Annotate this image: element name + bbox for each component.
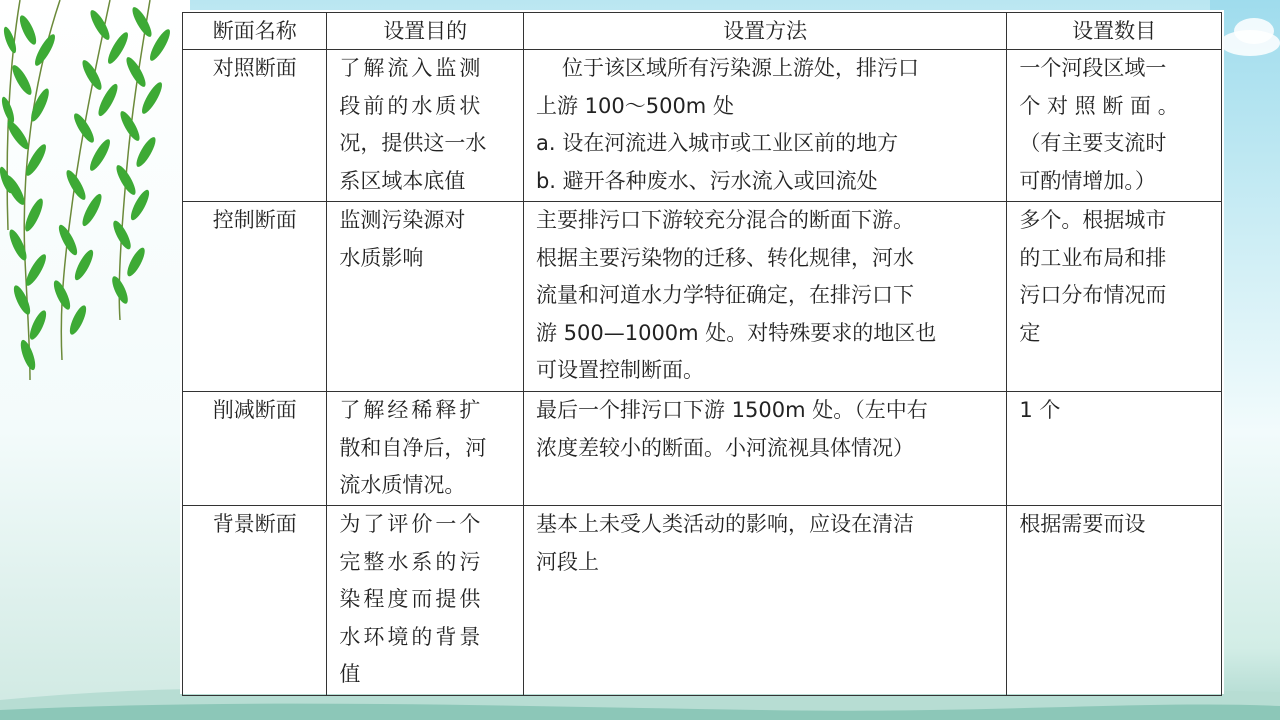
table-row xyxy=(183,50,1222,202)
purpose-line: 水环境的背景 xyxy=(339,624,484,649)
purpose-line: 况，提供这一水 xyxy=(339,131,487,155)
method-line: 根据主要污染物的迁移、转化规律，河水 xyxy=(535,245,914,270)
table-row xyxy=(183,202,1222,392)
method-line: 基本上未受人类活动的影响，应设在清洁 xyxy=(535,512,914,536)
count-cell xyxy=(1007,506,1222,696)
section-name-cell xyxy=(183,392,327,506)
method-line: 流量和河道水力学特征确定，在排污口下 xyxy=(535,283,914,307)
purpose-line: 染程度而提供 xyxy=(339,587,484,611)
count-cell xyxy=(1007,392,1222,506)
count-line: 的工业布局和排 xyxy=(1019,245,1167,270)
count-line: 定 xyxy=(1019,320,1041,345)
count-line: 根据需要而设 xyxy=(1019,512,1146,536)
method-line: 主要排污口下游较充分混合的断面下游。 xyxy=(535,208,914,232)
method-line: b. 避开各种废水、污水流入或回流处 xyxy=(535,168,878,193)
section-name: 削减断面 xyxy=(212,398,297,422)
method-cell xyxy=(523,506,1006,696)
purpose-cell xyxy=(327,506,524,696)
table-panel xyxy=(180,10,1224,694)
method-cell xyxy=(523,392,1006,506)
count-line: 个 对 照 断 面 。 xyxy=(1019,93,1179,118)
count-line: 一个河段区域一 xyxy=(1019,56,1167,80)
count-line: （有主要支流时 xyxy=(1019,131,1167,155)
method-line: 游 500—1000m 处。对特殊要求的地区也 xyxy=(535,320,937,345)
header-method: 设置方法 xyxy=(523,13,1006,50)
willow-branches-icon xyxy=(0,0,190,390)
section-name: 控制断面 xyxy=(212,208,297,232)
purpose-line: 流水质情况。 xyxy=(339,473,466,497)
purpose-line: 了解流入监测 xyxy=(339,56,484,80)
method-line: 上游 100～500m 处 xyxy=(535,93,734,118)
purpose-line: 为了评价一个 xyxy=(339,512,484,536)
count-line: 多个。根据城市 xyxy=(1019,208,1167,232)
header-count: 设置数目 xyxy=(1007,13,1222,50)
count-cell xyxy=(1007,202,1222,392)
purpose-cell xyxy=(327,202,524,392)
count-line: 污口分布情况而 xyxy=(1019,283,1167,307)
count-line: 可酌情增加。） xyxy=(1019,168,1156,193)
table-row xyxy=(183,392,1222,506)
method-cell xyxy=(523,50,1006,202)
method-line: a. 设在河流进入城市或工业区前的地方 xyxy=(535,131,899,155)
purpose-line: 监测污染源对 xyxy=(339,208,466,232)
method-cell xyxy=(523,202,1006,392)
purpose-cell xyxy=(327,50,524,202)
table-header-row xyxy=(183,13,1222,50)
purpose-line: 值 xyxy=(339,662,361,686)
section-name-cell xyxy=(183,202,327,392)
section-name-cell xyxy=(183,50,327,202)
count-cell xyxy=(1007,50,1222,202)
purpose-line: 完整水系的污 xyxy=(339,549,484,574)
section-name: 背景断面 xyxy=(212,512,297,536)
header-section-name: 断面名称 xyxy=(183,13,327,50)
header-purpose: 设置目的 xyxy=(327,13,524,50)
section-name-cell xyxy=(183,506,327,696)
method-line: 位于该区域所有污染源上游处，排污口 xyxy=(561,56,919,80)
purpose-line: 段前的水质状 xyxy=(339,93,484,118)
purpose-line: 系区域本底值 xyxy=(339,168,466,193)
monitoring-section-table xyxy=(182,12,1222,696)
method-line: 最后一个排污口下游 1500m 处。（左中右 xyxy=(535,398,928,422)
method-line: 浓度差较小的断面。小河流视具体情况） xyxy=(535,435,914,460)
purpose-cell xyxy=(327,392,524,506)
table-row xyxy=(183,506,1222,696)
method-line: 河段上 xyxy=(535,549,599,574)
section-name: 对照断面 xyxy=(212,56,297,80)
count-line: 1 个 xyxy=(1019,398,1061,422)
purpose-line: 散和自净后，河 xyxy=(339,435,487,460)
cloud-icon xyxy=(1234,18,1274,44)
purpose-line: 了解经稀释扩 xyxy=(339,398,484,422)
method-line: 可设置控制断面。 xyxy=(535,358,704,382)
purpose-line: 水质影响 xyxy=(339,245,424,270)
